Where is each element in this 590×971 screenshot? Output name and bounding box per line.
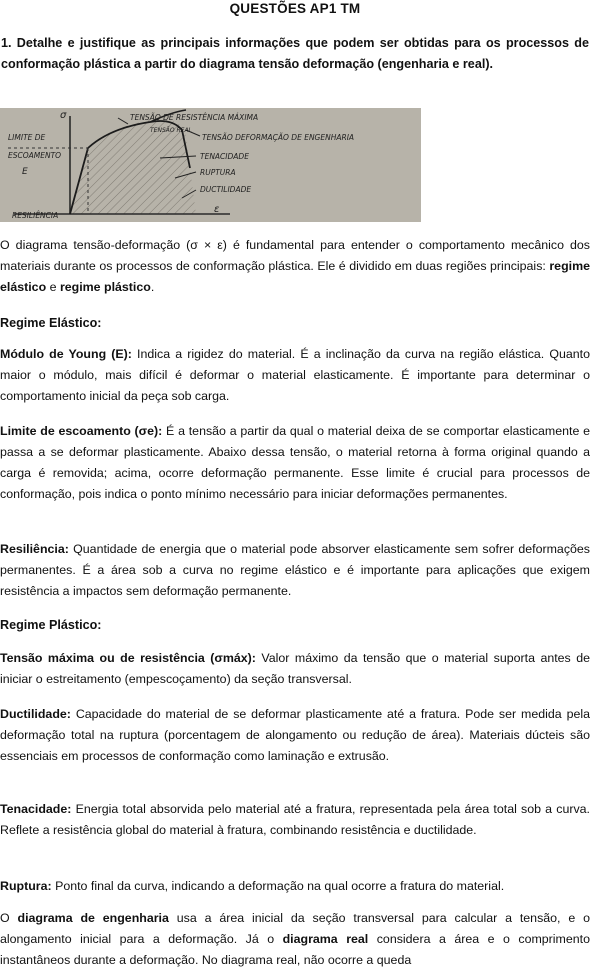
last-text-3: considera a área e o comprimento instantâneos durante a deformação. No diagrama real, não ocorre a queda: [0, 932, 590, 967]
young-paragraph: [0, 344, 590, 407]
yield-term: Limite de escoamento (σe):: [0, 424, 163, 438]
svg-text:RUPTURA: RUPTURA: [200, 168, 236, 177]
uts-term: Tensão máxima ou de resistência (σmáx):: [0, 651, 256, 665]
last-text-2: usa a área inicial da seção transversal para calcular a tensão, e o alongamento inicial para a deformação. Já o: [0, 911, 590, 946]
ductility-text: Capacidade do material de se deformar plasticamente até a fratura. Pode ser medida pela deformação total na ruptura (porcentagem de alongamento ou redução de área). Materiais dúcteis são essenciais em processos de conformação como laminação e extrusão.: [0, 707, 590, 763]
rupture-term: Ruptura:: [0, 879, 52, 893]
toughness-term: Tenacidade:: [0, 802, 72, 816]
svg-text:TENSÃO DE RESISTÊNCIA MÁXIMA: TENSÃO DE RESISTÊNCIA MÁXIMA: [130, 113, 259, 122]
sketch-drawing: [0, 108, 421, 222]
last-term-engineering: diagrama de engenharia: [17, 911, 169, 925]
ductility-term: Ductilidade:: [0, 707, 71, 721]
yield-paragraph: [0, 421, 590, 505]
young-term: Módulo de Young (E):: [0, 347, 132, 361]
yield-text: É a tensão a partir da qual o material deixa de se comportar elasticamente e passa a se deformar plasticamente. Abaixo dessa tensão, o material retorna à forma original quando a carga é removida; acima, ocorre deformação permanente. Esse limite é crucial para processos de conformação, pois indica o ponto mínimo necessário para iniciar deformações permanentes.: [0, 424, 590, 501]
elastic-heading: Regime Elástico:: [0, 316, 102, 330]
svg-text:ε: ε: [214, 204, 220, 215]
plastic-heading: Regime Plástico:: [0, 618, 102, 632]
intro-text-2: e: [46, 280, 60, 294]
intro-paragraph: [0, 235, 590, 298]
intro-term-elastic: regime elástico: [0, 259, 590, 294]
resilience-term: Resiliência:: [0, 542, 69, 556]
svg-text:LIMITE DE: LIMITE DE: [8, 133, 46, 142]
last-text-1: O: [0, 911, 18, 925]
svg-text:TENSÃO DEFORMAÇÃO DE ENGENHARI: TENSÃO DEFORMAÇÃO DE ENGENHARIA: [202, 133, 355, 142]
intro-term-plastic: regime plástico: [59, 280, 151, 294]
svg-text:σ: σ: [60, 110, 67, 121]
svg-text:TENSÃO REAL: TENSÃO REAL: [150, 127, 192, 134]
rupture-paragraph: [0, 876, 590, 897]
resilience-paragraph: [0, 539, 590, 602]
last-term-real: diagrama real: [282, 932, 369, 946]
svg-text:TENACIDADE: TENACIDADE: [200, 152, 249, 161]
svg-text:E: E: [22, 167, 28, 177]
toughness-text: Energia total absorvida pelo material até a fratura, representada pela área total sob a curva. Reflete a resistência global do material à fratura, combinando resistência e ductilidade.: [0, 802, 590, 837]
intro-text-1: O diagrama tensão-deformação (σ × ε) é fundamental para entender o comportamento mecânico dos materiais durante os processos de conformação plástica. Ele é dividido em duas regiões principais:: [0, 238, 590, 273]
ductility-paragraph: [0, 704, 590, 767]
svg-text:RESILIÊNCIA: RESILIÊNCIA: [12, 211, 59, 220]
intro-text-3: .: [150, 280, 155, 294]
rupture-text: Ponto final da curva, indicando a deformação na qual ocorre a fratura do material.: [51, 879, 505, 893]
young-text: Indica a rigidez do material. É a inclinação da curva na região elástica. Quanto maior o módulo, mais difícil é deformar o material elasticamente. É importante para determinar o comportamento inicial da peça sob carga.: [0, 347, 590, 403]
question-1: 1. Detalhe e justifique as principais informações que podem ser obtidas para os processos de conformação plástica a partir do diagrama tensão deformação (engenharia e real).: [1, 36, 589, 71]
stress-strain-sketch-photo: [0, 108, 421, 222]
uts-paragraph: [0, 648, 590, 690]
toughness-paragraph: [0, 799, 590, 841]
svg-text:ESCOAMENTO: ESCOAMENTO: [8, 151, 62, 160]
page-title: QUESTÕES AP1 TM: [229, 1, 361, 16]
uts-text: Valor máximo da tensão que o material suporta antes de iniciar o estreitamento (empescoçamento) da seção transversal.: [0, 651, 590, 686]
diagram-comparison-paragraph: [0, 908, 590, 971]
svg-text:DUCTILIDADE: DUCTILIDADE: [200, 185, 252, 194]
resilience-text: Quantidade de energia que o material pode absorver elasticamente sem sofrer deformações permanentes. É a área sob a curva no regime elástico e é importante para aplicações que exigem resistência a impactos sem deformação permanente.: [0, 542, 590, 598]
